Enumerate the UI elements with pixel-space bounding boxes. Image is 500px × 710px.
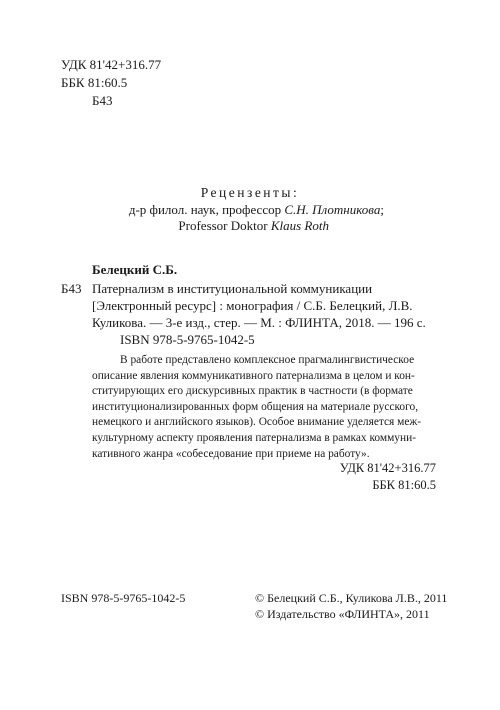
catalog-author: Белецкий С.Б. — [92, 262, 178, 277]
catalog-isbn: ISBN 978-5-9765-1042-5 — [120, 332, 255, 347]
reviewer-2-degree: Professor Doktor — [178, 218, 271, 233]
reviewer-line-2 — [178, 218, 329, 234]
annotation-udk: УДК 81'42+316.77 — [339, 461, 436, 475]
footer-copyright-authors: © Белецкий С.Б., Куликова Л.В., 2011 — [255, 591, 448, 605]
reviewer-line-1 — [129, 202, 384, 218]
footer-copyright-publisher: © Издательство «ФЛИНТА», 2011 — [255, 607, 430, 621]
catalog-line: [Электронный ресурс] : монография / С.Б. Белецкий, Л.В. — [92, 298, 413, 313]
annotation-line: ституирующих его дискурсивных практик в частности (в формате — [92, 385, 413, 398]
reviewer-2-name: Klaus Roth — [270, 218, 329, 233]
annotation-line: описание явления коммуникативного патернализма в целом и кон- — [92, 369, 415, 382]
annotation-line: В работе представлено комплексное прагмалингвистическое — [120, 354, 415, 366]
footer-isbn: ISBN 978-5-9765-1042-5 — [61, 591, 186, 605]
author-mark: Б43 — [92, 93, 113, 108]
annotation-line: кативного жанра «собеседование при приеме на работу». — [92, 447, 370, 460]
annotation-line: институционализированных форм общения на материале русского, — [92, 400, 419, 413]
reviewer-1-end: ; — [380, 202, 384, 217]
catalog-line: Патернализм в институциональной коммуникации — [92, 281, 373, 296]
annotation-line: культурному аспекту проявления патернализма в рамках коммуни- — [92, 432, 416, 444]
reviewer-1-degree: д-р филол. наук, профессор — [128, 202, 285, 217]
udk-code: УДК 81'42+316.77 — [61, 57, 162, 72]
annotation-line: немецкого и английского языков). Особое внимание уделяется меж- — [92, 416, 422, 429]
catalog-code: Б43 — [61, 281, 82, 296]
reviewer-1-name: С.Н. Плотникова — [284, 202, 381, 217]
catalog-line: Куликова. — 3-е изд., стер. — М. : ФЛИНТА, 2018. — 196 с. — [92, 315, 426, 330]
annotation-bbk: ББК 81:60.5 — [372, 478, 436, 492]
reviewers-title: Рецензенты: — [200, 185, 300, 200]
bbk-code: ББК 81:60.5 — [61, 75, 128, 90]
